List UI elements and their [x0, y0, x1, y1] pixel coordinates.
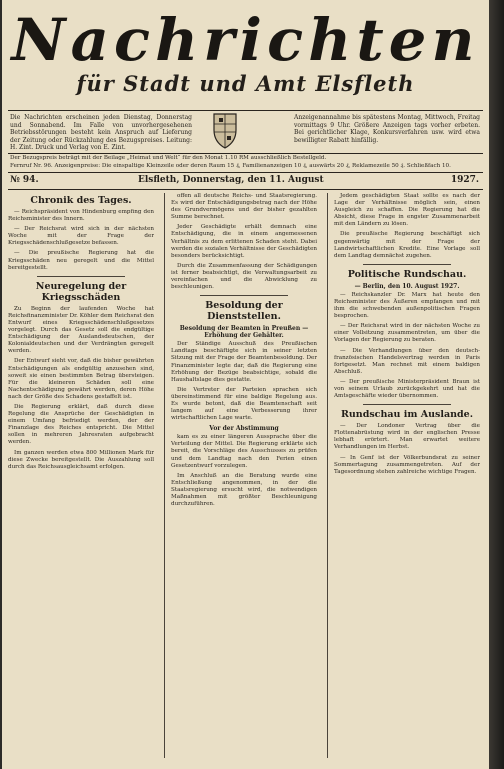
salaries-subheading: Besoldung der Beamten in Preußen — Erhöhung der Gehälter. — [179, 325, 309, 340]
article-paragraph: — Der preußische Ministerpräsident Braun ist von seinem Urlaub zurückgekehrt und hat die Amtsgeschäfte wieder übernommen. — [334, 378, 480, 400]
masthead-rule — [8, 110, 483, 111]
article-paragraph: Die Regierung erklärt, daß durch diese Regelung die Ansprüche der Geschädigten in einem Umfang befriedigt werden, der der Finanzlage des Reiches entspricht. Die Mittel sollen in mehreren Jahresraten aufgebracht werden. — [8, 403, 154, 446]
article-paragraph: — Die Verhandlungen über den deutsch-französischen Handelsvertrag werden in Paris fortgesetzt. Man rechnet mit einem baldigen Abschluß. — [334, 347, 480, 375]
article-paragraph: Jedem geschädigten Staat sollte es nach der Lage der Verhältnisse möglich sein, einen Ausgleich zu schaffen. Die Regierung hat die Absicht, diese Frage in engster Zusammenarbeit mit den Ländern zu lösen. — [334, 193, 480, 228]
column-divider — [327, 193, 328, 758]
section-divider — [37, 276, 125, 277]
article-paragraph: Der Ständige Ausschuß des Preußischen Landtags beschäftigte sich in seiner letzten Sitzung mit der Frage der Beamtenbesoldung. Der Finanzminister legte dar, daß die Regierung eine Erhöhung der Bezüge beabsichtige, sobald die Haushaltslage dies gestatte. — [171, 341, 317, 383]
article-paragraph: — Der Reichsrat wird in der nächsten Woche zu einer Vollsitzung zusammentreten, um über die Vorlagen der Regierung zu beraten. — [334, 323, 480, 344]
newspaper-page — [2, 0, 489, 769]
foreign-review-heading: Rundschau im Auslande. — [340, 409, 474, 421]
subscription-notice: Der Bezugspreis beträgt mit der Beilage „Heimat und Welt“ für den Monat 1.10 RM ausschließlich Bestellgeld. — [10, 155, 327, 161]
vote-subheading: Vor der Abstimmung — [209, 425, 279, 433]
article-paragraph: Zu Beginn der laufenden Woche hat Reichsfinanzminister Dr. Köhler dem Reichsrat den Entwurf eines Kriegsschädenschlußgesetzes vorgelegt. Durch das Gesetz soll die endgültige Entschädigung der Auslandsdeutschen, der Kolonialdeutschen und der Verdrängten geregelt werden. — [8, 305, 154, 355]
article-paragraph: Durch die Zusammenfassung der Schädigungen ist ferner beabsichtigt, die Verwaltungsarbeit zu vereinfachen und die Abwicklung zu beschleunigen. — [171, 262, 317, 291]
article-paragraph: Im Anschluß an die Beratung wurde eine Entschließung angenommen, in der die Staatsregierung ersucht wird, die notwendigen Maßnahmen mit größter Beschleunigung durchzuführen. — [171, 472, 317, 508]
article-paragraph: Jeder Geschädigte erhält demnach eine Entschädigung, die in einem angemessenen Verhältnis zu dem erlittenen Schaden steht. Dabei werden die sozialen Verhältnisse der Geschädigten besonders berücksichtigt. — [171, 224, 317, 259]
advertising-info: Anzeigenannahme bis spätestens Montag, Mittwoch, Freitag vormittags 9 Uhr. Größere Anzeigen tags vorher erbeten. Bei gerichtlicher Klage, Konkursverfahren usw. wird etwa bewilligter Rabatt hinfällig. — [294, 114, 480, 144]
info-rule — [8, 153, 483, 154]
masthead — [8, 6, 483, 96]
berlin-dateline: — Berlin, den 10. August 1927. — [354, 282, 460, 290]
article-paragraph: — Reichspräsident von Hindenburg empfing den Reichsminister des Innern. — [8, 209, 154, 223]
section-divider — [363, 264, 451, 265]
column-2 — [171, 193, 317, 763]
section-divider — [363, 404, 451, 405]
article-paragraph: — Die preußische Regierung hat die Kriegsschäden neu geregelt und die Mittel bereitgestellt. — [8, 250, 154, 271]
dateline-rule — [8, 189, 483, 190]
article-paragraph: — Der Londoner Vertrag über die Flottenabrüstung wird in der englischen Presse lebhaft erörtert. Man erwartet weitere Verhandlungen im Herbst. — [334, 423, 480, 451]
article-paragraph: — Reichskanzler Dr. Marx hat heute den Reichsminister des Äußeren empfangen und mit ihm die schwebenden außenpolitischen Fragen besprochen. — [334, 291, 480, 320]
article-paragraph: offen all deutsche Reichs- und Staatsregierung. Es wird der Entschädigungsbetrag nach der Höhe des Grundvermögens und der bisher gezahlten Summe berechnet. — [171, 193, 317, 221]
issue-year: 1927. — [450, 175, 479, 185]
article-paragraph: Die preußische Regierung beschäftigt sich gegenwärtig mit der Frage der Landwirtschaftlichen Kredite. Eine Vorlage soll dem Landtag demnächst zugehen. — [334, 231, 480, 259]
article-paragraph: kam es zu einer längeren Aussprache über die Verteilung der Mittel. Die Regierung erklärte sich bereit, die Vorschläge des Ausschusses zu prüfen und dem Landtag nach den Ferien einen Gesetzentwurf vorzulegen. — [171, 434, 317, 469]
article-paragraph: Der Entwurf sieht vor, daß die bisher gewährten Entschädigungen als endgültig anzusehen sind, soweit sie einen bestimmten Betrag übersteigen. Für die kleineren Schäden soll eine Nachentschädigung gewährt werden, deren Höhe nach der Größe des Schadens gestaffelt ist. — [8, 358, 154, 400]
advertising-rates: Fernruf Nr. 96. Anzeigenpreise: Die einspaltige Kleinzeile oder deren Raum 15 ₰, Familienanzeigen 10 ₰, auswärts 20 ₰, Reklamezeile 50 ₰. Schließfach 10. — [10, 163, 451, 169]
newspaper-title: Nachrichten — [11, 6, 480, 74]
article-paragraph: — In Genf ist der Völkerbundsrat zu seiner Sommertagung zusammengetreten. Auf der Tagesordnung stehen zahlreiche wichtige Fragen. — [334, 454, 480, 475]
political-review-heading: Politische Rundschau. — [347, 268, 467, 280]
rates-rule — [8, 172, 483, 173]
newspaper-subtitle: für Stadt und Amt Elsfleth — [76, 71, 415, 96]
column-3 — [334, 193, 480, 763]
salaries-heading: Besoldung der Dienststellen. — [205, 300, 283, 323]
column-divider — [164, 193, 165, 758]
dateline — [8, 174, 483, 188]
article-paragraph: — Der Reichsrat wird sich in der nächsten Woche mit der Frage der Kriegsschädenschlußgesetze befassen. — [8, 226, 154, 247]
column-1 — [8, 193, 154, 763]
binding-spine — [489, 0, 504, 769]
chronicle-heading: Chronik des Tages. — [30, 195, 132, 206]
article-paragraph: Im ganzen werden etwa 800 Millionen Mark für diese Zwecke bereitgestellt. Die Auszahlung soll durch das Reichsausgleichsamt erfolgen. — [8, 449, 154, 470]
war-damages-heading: Neuregelung der Kriegsschäden — [35, 280, 127, 303]
section-divider — [200, 295, 288, 296]
issue-number: № 94. — [10, 175, 39, 185]
coat-of-arms-icon — [210, 110, 240, 150]
article-paragraph: Die Vertreter der Parteien sprachen sich übereinstimmend für eine baldige Regelung aus. Es wurde betont, daß die Beamtenschaft seit langem auf eine Verbesserung ihrer wirtschaftlichen Lage warte. — [171, 386, 317, 422]
publication-info: Die Nachrichten erscheinen jeden Dienstag, Donnerstag und Sonnabend. Im Falle von unvorhergesehenen Betriebsstörungen besteht kein Anspruch auf Lieferung der Zeitung oder Rückzahlung des Bezugspreises. Leitung: H. Zint. Druck und Verlag von E. Zint. — [10, 114, 192, 152]
issue-place-date: Elsfleth, Donnerstag, den 11. August — [138, 175, 324, 185]
